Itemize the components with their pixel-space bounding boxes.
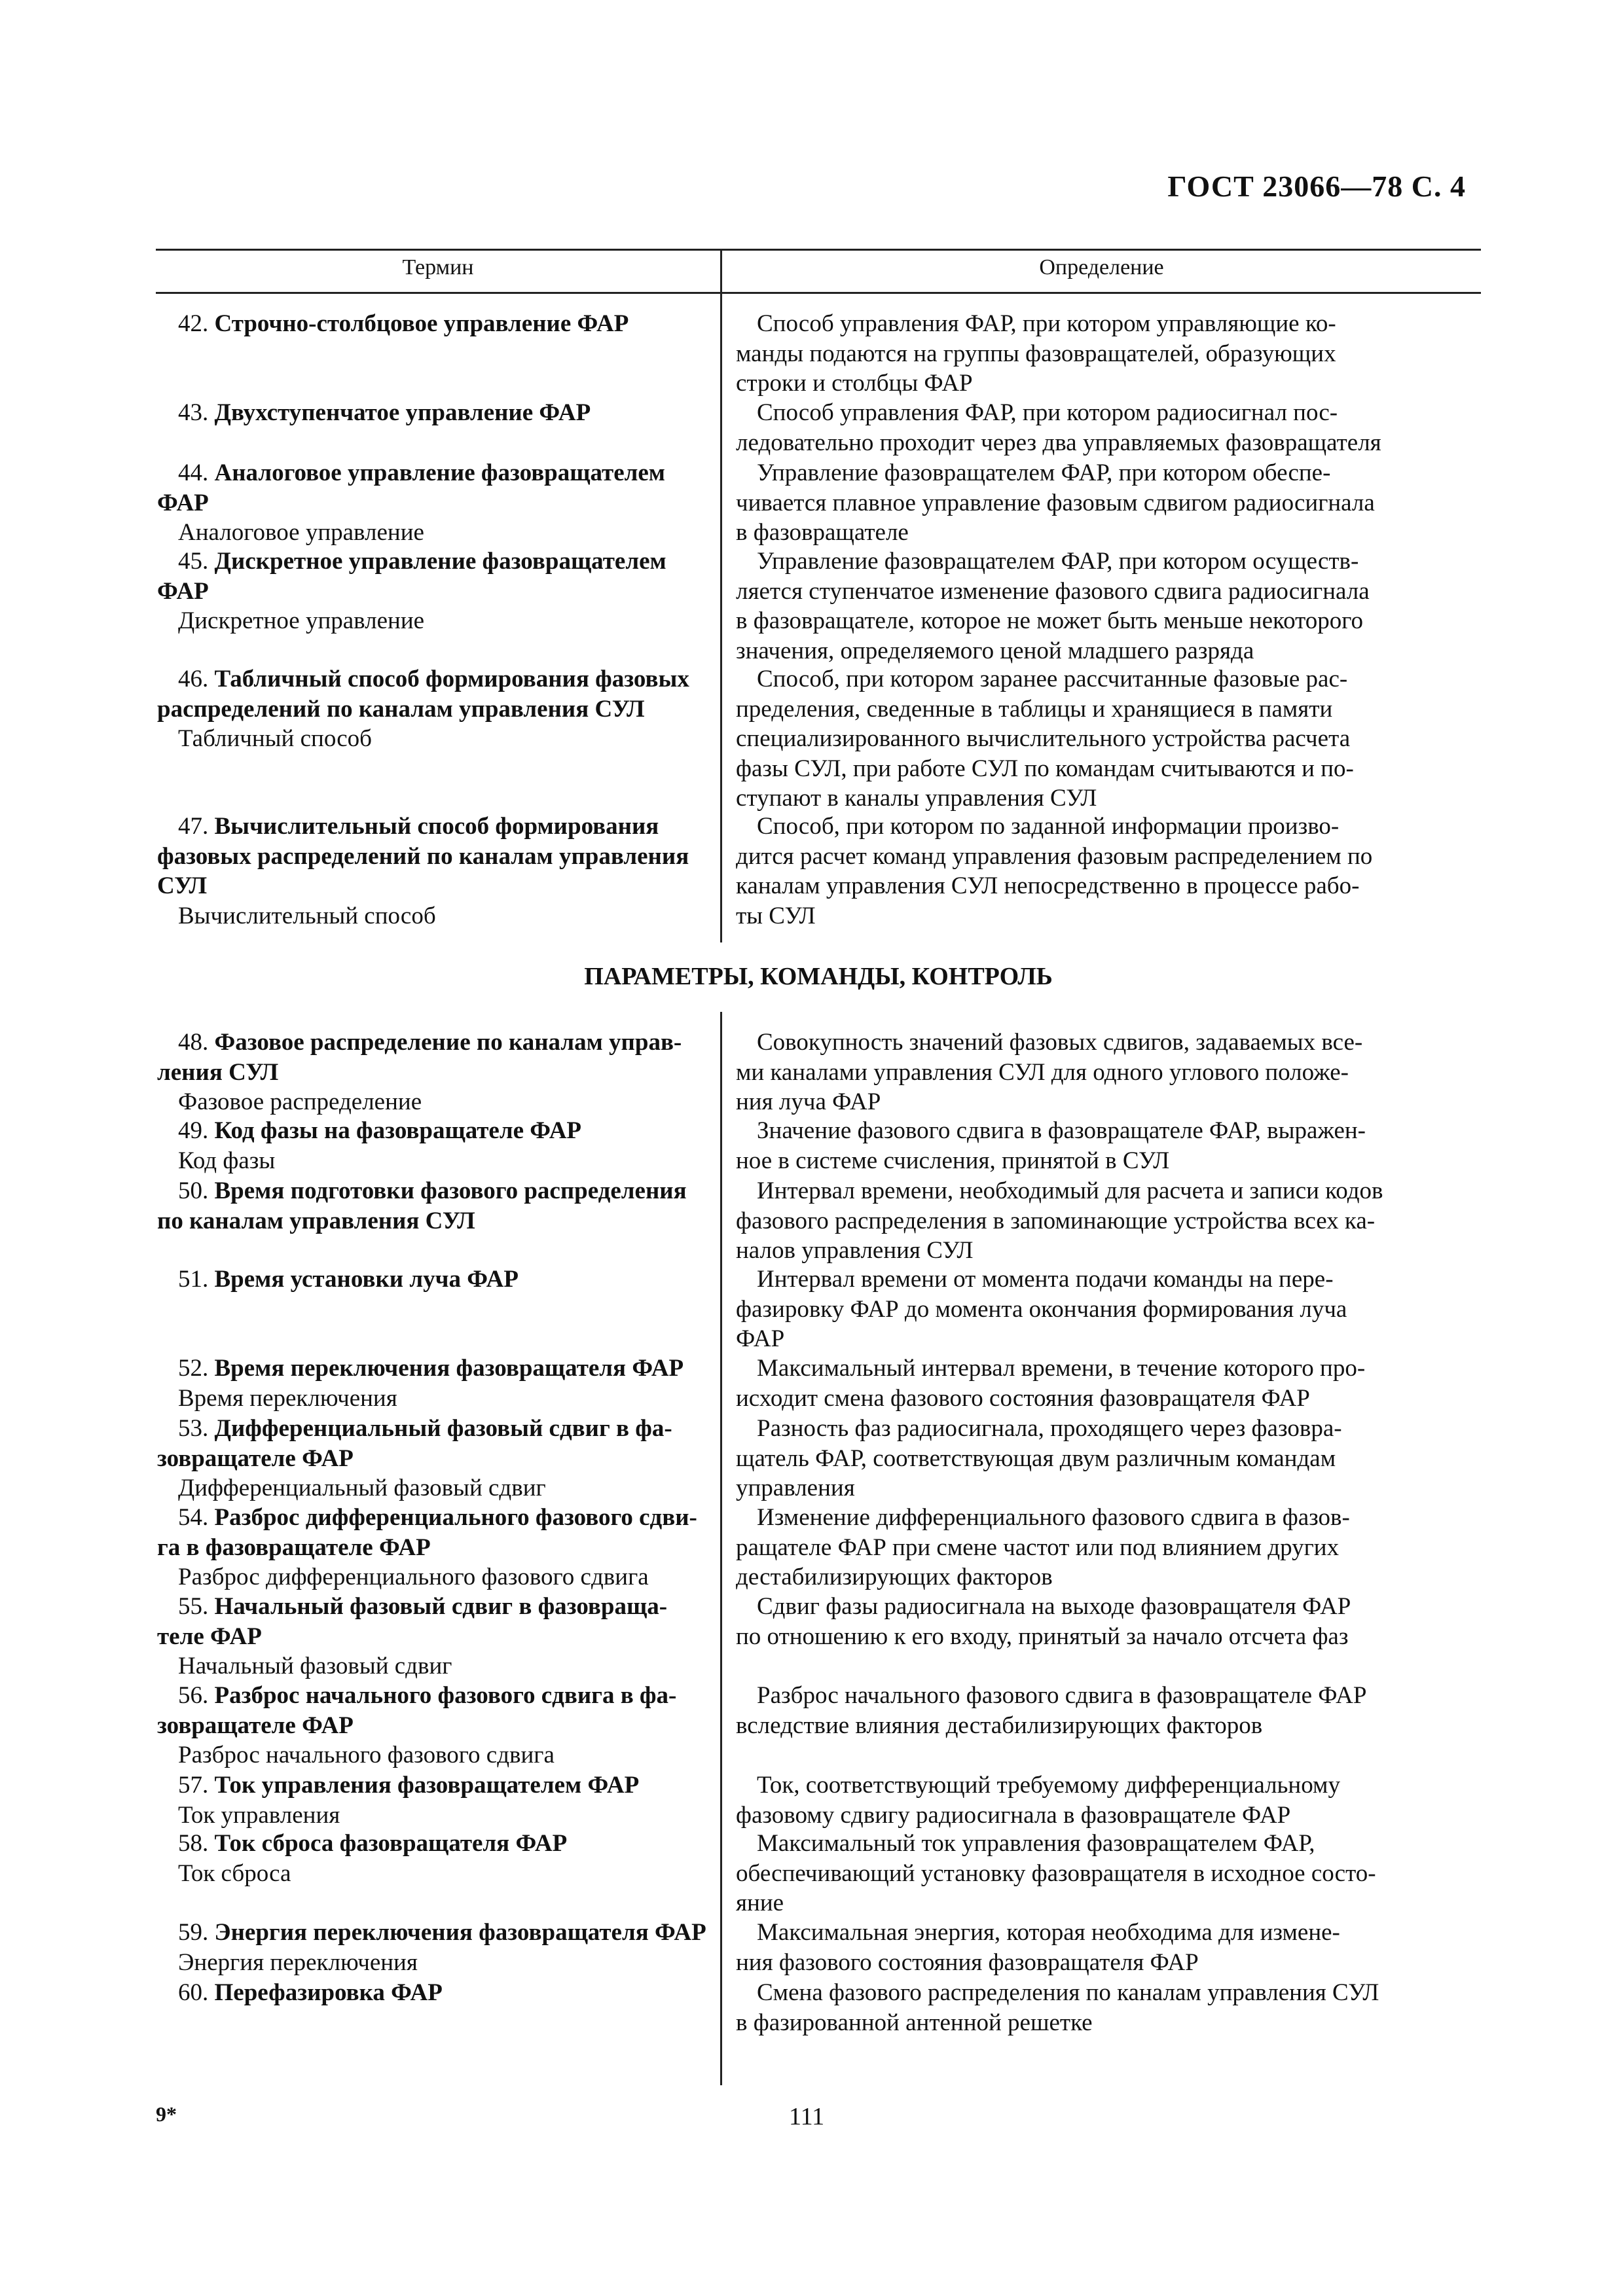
term-title-continued: ФАР — [157, 489, 209, 516]
term-title-continued: зовращателе ФАР — [157, 1444, 354, 1472]
definition-line: Управление фазовращателем ФАР, при котором обеспе- — [757, 459, 1331, 486]
term-short-form: Аналоговое управление — [178, 519, 424, 546]
definition-entry — [736, 1829, 1480, 1918]
definition-line: Разброс начального фазового сдвига в фазовращателе ФАР — [757, 1682, 1367, 1709]
definition-line: в фазовращателе, которое не может быть меньше некоторого — [736, 607, 1364, 634]
definition-line: дится расчет команд управления фазовым распределением по — [736, 842, 1373, 870]
term-short-form: Разброс начального фазового сдвига — [178, 1742, 555, 1768]
term-title: 56. Разброс начального фазового сдвига в фа- — [178, 1682, 677, 1709]
term-number: 59. — [178, 1919, 209, 1946]
definition-entry — [736, 1116, 1480, 1175]
definition-line: значения, определяемого ценой младшего разряда — [736, 637, 1254, 664]
definition-line: Способ, при котором заранее рассчитанные фазовые рас- — [757, 666, 1348, 692]
definition-entry — [736, 398, 1480, 457]
term-short-form: Энергия переключения — [178, 1948, 418, 1976]
term-title-continued: ФАР — [157, 577, 209, 605]
term-title: 42. Строчно-столбцовое управление ФАР — [178, 310, 629, 337]
term-number: 48. — [178, 1029, 209, 1056]
term-number: 60. — [178, 1979, 209, 2006]
definition-line: яние — [736, 1890, 784, 1916]
definition-entry — [736, 1176, 1480, 1266]
definition-line: Интервал времени от момента подачи команды на пере- — [757, 1266, 1334, 1293]
definition-entry — [736, 1265, 1480, 1354]
definition-line: строки и столбцы ФАР — [736, 370, 973, 397]
definition-line: управления — [736, 1475, 855, 1501]
term-number: 50. — [178, 1177, 209, 1204]
term-title: 45. Дискретное управление фазовращателем — [178, 548, 666, 575]
definition-line: щатель ФАР, соответствующая двум различным командам — [736, 1444, 1336, 1472]
term-title: 50. Время подготовки фазового распределения — [178, 1177, 687, 1204]
definition-line: Совокупность значений фазовых сдвигов, задаваемых все- — [757, 1029, 1363, 1056]
definition-entry — [736, 1414, 1480, 1503]
term-title: 44. Аналоговое управление фазовращателем — [178, 459, 666, 486]
definition-line: исходит смена фазового состояния фазовращателя ФАР — [736, 1384, 1310, 1412]
signature-mark: 9* — [156, 2102, 177, 2126]
definition-line: Управление фазовращателем ФАР, при котором осуществ- — [757, 548, 1359, 575]
definition-line: Максимальная энергия, которая необходима для измене- — [757, 1919, 1340, 1946]
term-title: 49. Код фазы на фазовращателе ФАР — [178, 1117, 582, 1144]
definition-entry — [736, 1503, 1480, 1592]
term-number: 53. — [178, 1415, 209, 1442]
table-column-divider-lower — [720, 1012, 722, 2085]
term-title: 53. Дифференциальный фазовый сдвиг в фа- — [178, 1415, 672, 1442]
definition-entry — [736, 1770, 1480, 1830]
term-entry — [157, 1770, 707, 1830]
term-entry — [157, 458, 707, 548]
definition-line: Сдвиг фазы радиосигнала на выходе фазовращателя ФАР — [757, 1593, 1351, 1620]
definition-line: ния фазового состояния фазовращателя ФАР — [736, 1948, 1199, 1976]
term-title: 47. Вычислительный способ формирования — [178, 813, 659, 840]
definition-line: фазовому сдвигу радиосигнала в фазовращателе ФАР — [736, 1801, 1291, 1829]
definition-line: Ток, соответствующий требуемому дифференциальному — [757, 1772, 1340, 1799]
term-title-continued: фазовых распределений по каналам управления — [157, 842, 689, 870]
definition-line: специализированного вычислительного устройства расчета — [736, 725, 1351, 752]
table-top-rule — [156, 249, 1481, 251]
term-entry — [157, 1681, 707, 1770]
term-short-form: Время переключения — [178, 1384, 397, 1412]
definition-entry — [736, 1592, 1480, 1651]
definition-line: ступают в каналы управления СУЛ — [736, 785, 1097, 812]
definition-line: вследствие влияния дестабилизирующих факторов — [736, 1712, 1263, 1739]
term-short-form: Ток сброса — [178, 1859, 291, 1887]
table-header-rule — [156, 292, 1481, 294]
definition-entry — [736, 1354, 1480, 1413]
definition-line: ное в системе счисления, принятой в СУЛ — [736, 1147, 1170, 1174]
definition-line: Максимальный интервал времени, в течение которого про- — [757, 1355, 1366, 1382]
definition-line: пределения, сведенные в таблицы и хранящиеся в памяти — [736, 695, 1333, 723]
term-entry — [157, 1829, 707, 1888]
term-entry — [157, 1028, 707, 1117]
definition-line: фазировку ФАР до момента окончания формирования луча — [736, 1295, 1347, 1323]
term-entry — [157, 1503, 707, 1592]
definition-line: Смена фазового распределения по каналам управления СУЛ — [757, 1979, 1379, 2006]
term-title: 59. Энергия переключения фазовращателя ФАР — [178, 1919, 706, 1946]
term-entry — [157, 1414, 707, 1503]
page-number: 111 — [789, 2103, 825, 2130]
term-number: 51. — [178, 1266, 209, 1293]
term-number: 45. — [178, 548, 209, 575]
term-title: 46. Табличный способ формирования фазовых — [178, 666, 689, 692]
term-title-continued: распределений по каналам управления СУЛ — [157, 695, 645, 723]
definition-line: ми каналами управления СУЛ для одного углового положе- — [736, 1058, 1349, 1086]
term-entry — [157, 1918, 707, 1977]
definition-entry — [736, 812, 1480, 931]
definition-line: налов управления СУЛ — [736, 1237, 974, 1264]
term-number: 52. — [178, 1355, 209, 1382]
definition-line: в фазовращателе — [736, 519, 909, 546]
term-entry — [157, 812, 707, 931]
definition-line: Способ управления ФАР, при котором радиосигнал пос- — [757, 399, 1338, 426]
definition-line: ращателе ФАР при смене частот или под влиянием других — [736, 1534, 1340, 1561]
term-entry — [157, 1978, 707, 2008]
term-title: 60. Перефазировка ФАР — [178, 1979, 443, 2006]
definition-line: ты СУЛ — [736, 902, 816, 929]
term-number: 47. — [178, 813, 209, 840]
page-header: ГОСТ 23066—78 С. 4 — [1167, 170, 1466, 203]
term-short-form: Вычислительный способ — [178, 902, 436, 929]
definition-line: Интервал времени, необходимый для расчета и записи кодов — [757, 1177, 1383, 1204]
definition-line: ФАР — [736, 1325, 785, 1352]
term-short-form: Код фазы — [178, 1147, 276, 1174]
term-title-continued: СУЛ — [157, 872, 208, 899]
term-title: 55. Начальный фазовый сдвиг в фазовраща- — [178, 1593, 668, 1620]
term-number: 56. — [178, 1682, 209, 1709]
definition-entry — [736, 309, 1480, 399]
term-title-continued: ления СУЛ — [157, 1058, 279, 1086]
term-entry — [157, 309, 707, 339]
term-short-form: Дискретное управление — [178, 607, 425, 634]
term-title-continued: по каналам управления СУЛ — [157, 1207, 475, 1234]
definition-line: ния луча ФАР — [736, 1088, 881, 1115]
term-number: 54. — [178, 1504, 209, 1531]
term-entry — [157, 664, 707, 754]
term-number: 58. — [178, 1830, 209, 1857]
term-title: 58. Ток сброса фазовращателя ФАР — [178, 1830, 568, 1857]
definition-line: манды подаются на группы фазовращателей, образующих — [736, 340, 1336, 367]
term-entry — [157, 1116, 707, 1175]
term-short-form: Начальный фазовый сдвиг — [178, 1653, 452, 1679]
definition-entry — [736, 1918, 1480, 1977]
definition-line: ляется ступенчатое изменение фазового сдвига радиосигнала — [736, 577, 1370, 605]
definition-line: обеспечивающий установку фазовращателя в исходное состо- — [736, 1859, 1376, 1887]
term-title: 43. Двухступенчатое управление ФАР — [178, 399, 591, 426]
definition-line: Значение фазового сдвига в фазовращателе ФАР, выражен- — [757, 1117, 1366, 1144]
term-entry — [157, 1592, 707, 1681]
definition-entry — [736, 1681, 1480, 1740]
definition-line: Разность фаз радиосигнала, проходящего через фазовра- — [757, 1415, 1342, 1442]
term-number: 55. — [178, 1593, 209, 1620]
definition-line: чивается плавное управление фазовым сдвигом радиосигнала — [736, 489, 1375, 516]
definition-line: фазового распределения в запоминающие устройства всех ка- — [736, 1207, 1376, 1234]
definition-line: каналам управления СУЛ непосредственно в процессе рабо- — [736, 872, 1360, 899]
definition-entry — [736, 664, 1480, 814]
term-number: 44. — [178, 459, 209, 486]
definition-line: фазы СУЛ, при работе СУЛ по командам считываются и по- — [736, 755, 1354, 782]
term-title: 54. Разброс дифференциального фазового сдви- — [178, 1504, 697, 1531]
term-number: 43. — [178, 399, 209, 426]
term-number: 57. — [178, 1772, 209, 1799]
term-title: 48. Фазовое распределение по каналам управ- — [178, 1029, 682, 1056]
term-number: 49. — [178, 1117, 209, 1144]
definition-line: по отношению к его входу, принятый за начало отсчета фаз — [736, 1623, 1349, 1650]
definition-line: Изменение дифференциального фазового сдвига в фазов- — [757, 1504, 1350, 1531]
term-short-form: Разброс дифференциального фазового сдвига — [178, 1564, 649, 1590]
definition-line: дестабилизирующих факторов — [736, 1564, 1053, 1590]
definition-line: Максимальный ток управления фазовращателем ФАР, — [757, 1830, 1315, 1857]
term-number: 46. — [178, 666, 209, 692]
definition-entry — [736, 1978, 1480, 2037]
column-header-definition: Определение — [1039, 255, 1164, 279]
term-title-continued: зовращателе ФАР — [157, 1712, 354, 1739]
term-entry — [157, 1265, 707, 1295]
definition-entry — [736, 547, 1480, 666]
term-title-continued: га в фазовращателе ФАР — [157, 1534, 431, 1561]
table-column-divider — [720, 250, 722, 942]
definition-entry — [736, 1028, 1480, 1117]
term-entry — [157, 1176, 707, 1236]
term-entry — [157, 1354, 707, 1413]
term-number: 42. — [178, 310, 209, 337]
term-title: 51. Время установки луча ФАР — [178, 1266, 519, 1293]
term-short-form: Дифференциальный фазовый сдвиг — [178, 1475, 546, 1501]
term-short-form: Табличный способ — [178, 725, 372, 752]
definition-line: ледовательно проходит через два управляемых фазовращателя — [736, 429, 1381, 456]
term-title-continued: теле ФАР — [157, 1623, 262, 1650]
term-title: 52. Время переключения фазовращателя ФАР — [178, 1355, 684, 1382]
term-short-form: Фазовое распределение — [178, 1088, 422, 1115]
definition-line: в фазированной антенной решетке — [736, 2009, 1093, 2036]
term-title: 57. Ток управления фазовращателем ФАР — [178, 1772, 640, 1799]
definition-entry — [736, 458, 1480, 548]
term-entry — [157, 398, 707, 428]
definition-line: Способ, при котором по заданной информации произво- — [757, 813, 1340, 840]
definition-line: Способ управления ФАР, при котором управляющие ко- — [757, 310, 1336, 337]
term-entry — [157, 547, 707, 636]
section-title: ПАРАМЕТРЫ, КОМАНДЫ, КОНТРОЛЬ — [584, 963, 1053, 990]
column-header-term: Термин — [402, 255, 474, 279]
term-short-form: Ток управления — [178, 1801, 340, 1829]
